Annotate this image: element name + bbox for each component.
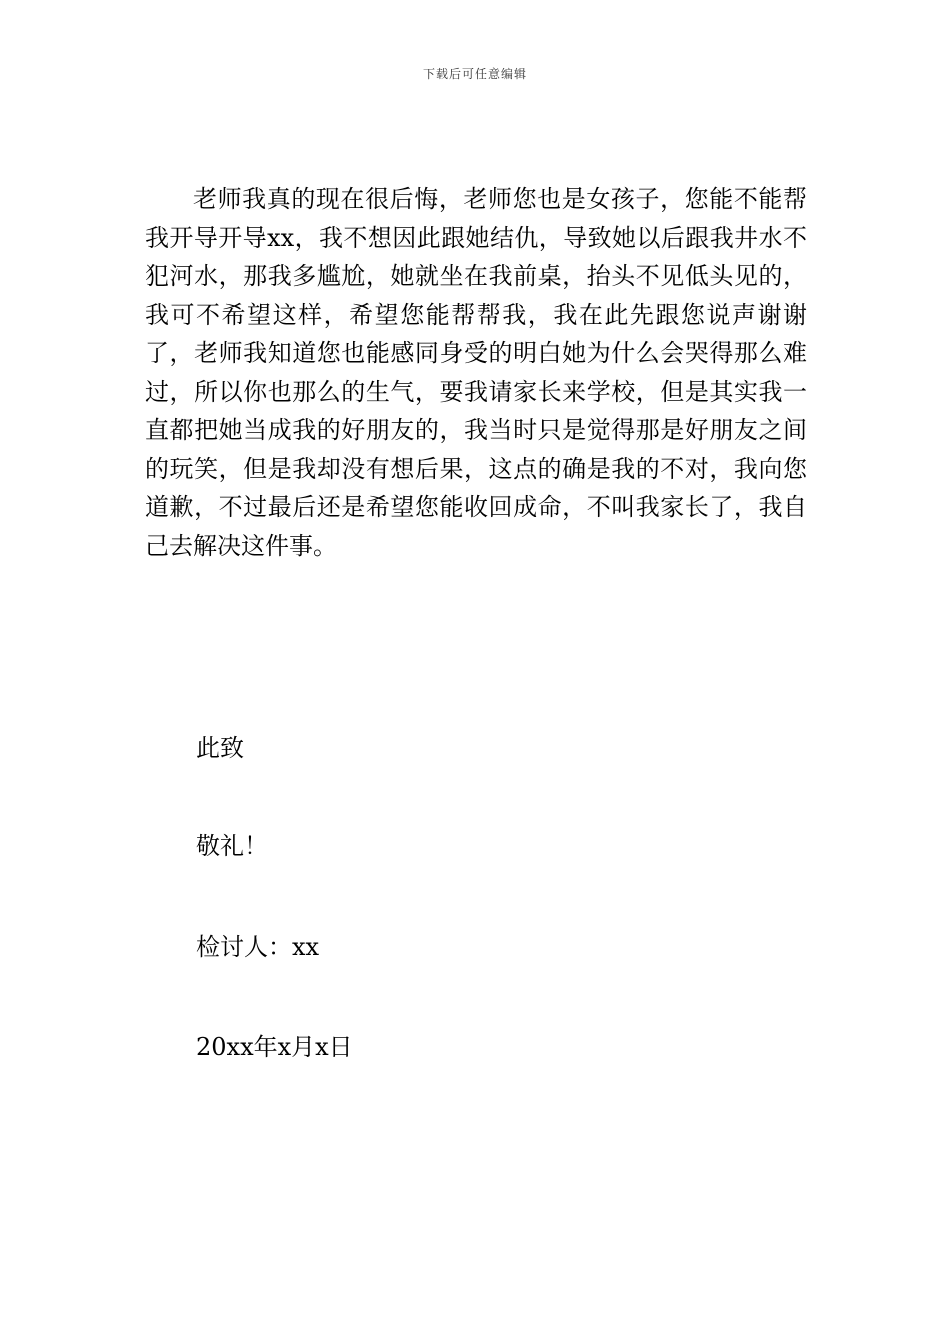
closing-salutation: 此致: [196, 734, 244, 762]
signer-line: 检讨人：xx: [196, 933, 320, 961]
body-paragraph: 老师我真的现在很后悔，老师您也是女孩子，您能不能帮我开导开导xx，我不想因此跟她结仇，导致她以后跟我井水不犯河水，那我多尴尬，她就坐在我前桌，抬头不见低头见的，我可不希望这样，希望您能帮帮我，我在此先跟您说声谢谢了，老师我知道您也能感同身受的明白她为什么会哭得那么难过，所以你也那么的生气，要我请家长来学校，但是其实我一直都把她当成我的好朋友的，我当时只是觉得那是好朋友之间的玩笑，但是我却没有想后果，这点的确是我的不对，我向您道歉，不过最后还是希望您能收回成命，不叫我家长了，我自己去解决这件事。: [145, 185, 807, 560]
closing-regards: 敬礼！: [196, 832, 268, 860]
header-note: 下载后可任意编辑: [422, 67, 527, 81]
date-line: 20xx年x月x日: [196, 1033, 353, 1061]
